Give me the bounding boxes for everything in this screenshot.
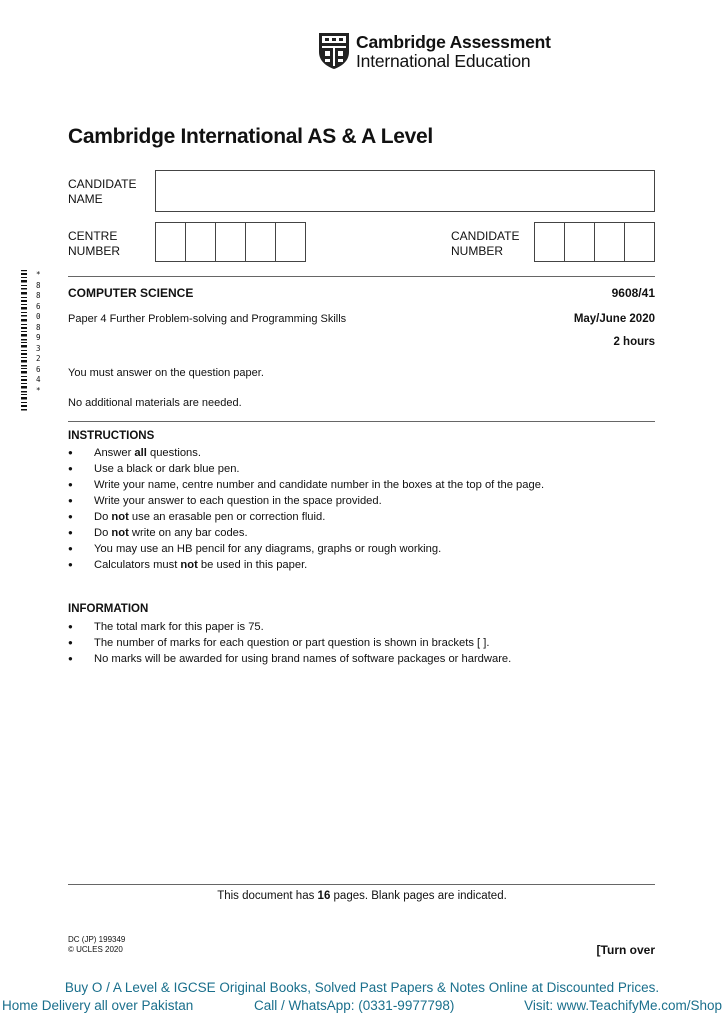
subject-code: 9608/41: [611, 286, 655, 300]
information-item: ● The number of marks for each question or part question is shown in brackets [ ].: [68, 635, 511, 651]
promo-line: Buy O / A Level & IGCSE Original Books, Solved Past Papers & Notes Online at Discounted Prices.: [64, 980, 660, 995]
divider: [68, 421, 655, 422]
cambridge-shield-icon: [318, 32, 350, 70]
centre-number-field[interactable]: [155, 222, 306, 262]
turn-over: [Turn over: [596, 943, 655, 957]
instruction-item: ● Write your answer to each question in the space provided.: [68, 493, 544, 509]
information-item: ● No marks will be awarded for using brand names of software packages or hardware.: [68, 651, 511, 667]
note-answer-on-paper: You must answer on the question paper.: [68, 367, 264, 379]
promo-site-link[interactable]: Visit: www.TeachifyMe.com/Shop: [524, 998, 722, 1013]
divider: [68, 276, 655, 277]
brand-line-2: International Education: [356, 51, 531, 71]
exam-session: May/June 2020: [573, 313, 655, 325]
candidate-number-field[interactable]: [534, 222, 655, 262]
instruction-item: ● Calculators must not be used in this paper.: [68, 557, 544, 573]
candidate-name-field[interactable]: [155, 170, 655, 212]
information-list: [68, 619, 511, 667]
note-no-materials: No additional materials are needed.: [68, 397, 242, 409]
cambridge-logo: [318, 32, 558, 72]
information-item: ● The total mark for this paper is 75.: [68, 619, 511, 635]
barcode: [21, 270, 41, 412]
centre-number-label: CENTRE NUMBER: [68, 229, 121, 258]
paper-title: Paper 4 Further Problem-solving and Programming Skills: [68, 313, 347, 325]
instructions-list: [68, 445, 544, 573]
instruction-item: ● Use a black or dark blue pen.: [68, 461, 544, 477]
divider: [68, 884, 655, 885]
instruction-item: ● Do not write on any bar codes.: [68, 525, 544, 541]
instruction-item: ● Write your name, centre number and candidate number in the boxes at the top of the page.: [68, 477, 544, 493]
instruction-item: ● Do not use an erasable pen or correction fluid.: [68, 509, 544, 525]
instruction-item: ● Answer all questions.: [68, 445, 544, 461]
promo-phone: Call / WhatsApp: (0331-9977798): [254, 998, 455, 1013]
candidate-name-label: CANDIDATE NAME: [68, 177, 137, 206]
brand-line-1: Cambridge Assessment: [356, 32, 551, 52]
document-note: This document has 16 pages. Blank pages are indicated.: [217, 890, 507, 902]
instruction-item: ● You may use an HB pencil for any diagrams, graphs or rough working.: [68, 541, 544, 557]
subject-name: COMPUTER SCIENCE: [68, 286, 194, 300]
barcode-text: * 8 8 6 0 8 9 3 2 6 4 *: [36, 270, 41, 395]
information-heading: INFORMATION: [68, 603, 149, 615]
page-title: Cambridge International AS & A Level: [68, 125, 433, 148]
document-reference: DC (JP) 199349 © UCLES 2020: [68, 935, 126, 954]
candidate-number-label: CANDIDATE NUMBER: [451, 229, 520, 258]
exam-duration: 2 hours: [613, 336, 655, 348]
instructions-heading: INSTRUCTIONS: [68, 430, 155, 442]
promo-delivery: Home Delivery all over Pakistan: [2, 998, 194, 1013]
